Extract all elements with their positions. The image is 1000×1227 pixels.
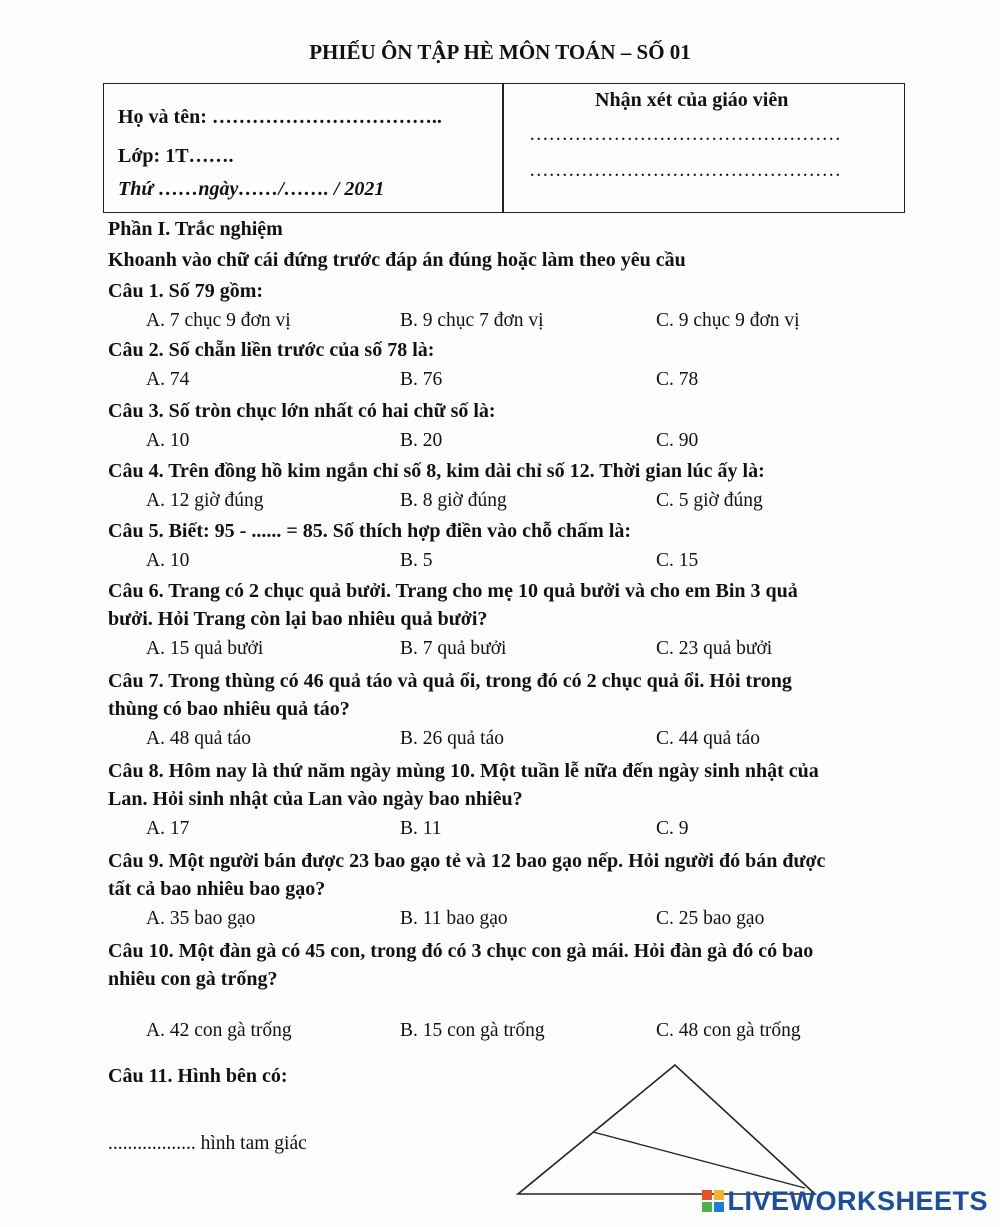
triangle-outline: [518, 1065, 815, 1194]
question-4-option-b[interactable]: B. 8 giờ đúng: [400, 490, 507, 511]
teacher-comment-line-2[interactable]: …………………………………………: [529, 160, 841, 181]
question-7-option-a[interactable]: A. 48 quả táo: [146, 728, 252, 749]
question-6-text-line: Câu 6. Trang có 2 chục quả bưởi. Trang cho mẹ 10 quả bưởi và cho em Bin 3 quả: [108, 580, 798, 602]
question-11-answer: [108, 1133, 307, 1155]
triangle-inner-line: [593, 1132, 805, 1188]
question-6-option-a[interactable]: A. 15 quả bưởi: [146, 638, 264, 659]
class-field[interactable]: Lớp: 1T…….: [118, 145, 234, 167]
question-5-text-line: Câu 5. Biết: 95 - ...... = 85. Số thích hợp điền vào chỗ chấm là:: [108, 520, 632, 542]
question-10-text-line: nhiêu con gà trống?: [108, 968, 278, 990]
question-4-option-a[interactable]: A. 12 giờ đúng: [146, 490, 264, 511]
teacher-comment-line-1[interactable]: …………………………………………: [529, 124, 841, 145]
question-4-option-c[interactable]: C. 5 giờ đúng: [656, 490, 763, 511]
question-9-option-b[interactable]: B. 11 bao gạo: [400, 908, 508, 929]
question-7-option-b[interactable]: B. 26 quả táo: [400, 728, 504, 749]
question-4-text-line: Câu 4. Trên đồng hồ kim ngắn chỉ số 8, kim dài chỉ số 12. Thời gian lúc ấy là:: [108, 460, 765, 482]
question-7-text-line: Câu 7. Trong thùng có 46 quả táo và quả ổi, trong đó có 2 chục quả ổi. Hỏi trong: [108, 670, 792, 692]
question-8-option-c[interactable]: C. 9: [656, 818, 689, 839]
question-1-option-b[interactable]: B. 9 chục 7 đơn vị: [400, 310, 544, 331]
watermark-text: LIVEWORKSHEETS: [727, 1186, 988, 1216]
question-5-option-c[interactable]: C. 15: [656, 550, 699, 571]
question-8-text-line: Lan. Hỏi sinh nhật của Lan vào ngày bao nhiêu?: [108, 788, 523, 810]
question-6-text-line: bưởi. Hỏi Trang còn lại bao nhiêu quả bưởi?: [108, 608, 488, 630]
question-5-option-b[interactable]: B. 5: [400, 550, 433, 571]
question-7-text-line: thùng có bao nhiêu quả táo?: [108, 698, 350, 720]
question-2-option-b[interactable]: B. 76: [400, 369, 443, 390]
question-3-option-a[interactable]: A. 10: [146, 430, 190, 451]
question-1-text-line: Câu 1. Số 79 gồm:: [108, 280, 264, 302]
liveworksheets-logo-icon: [702, 1190, 724, 1212]
question-11-answer-text: hình tam giác: [195, 1133, 307, 1154]
header-box-divider: [502, 84, 504, 212]
question-5-option-a[interactable]: A. 10: [146, 550, 190, 571]
question-8-option-b[interactable]: B. 11: [400, 818, 442, 839]
question-3-option-c[interactable]: C. 90: [656, 430, 699, 451]
instruction: Khoanh vào chữ cái đứng trước đáp án đúng hoặc làm theo yêu cầu: [108, 249, 686, 271]
question-9-option-a[interactable]: A. 35 bao gạo: [146, 908, 256, 929]
question-11-label: Câu 11. Hình bên có:: [108, 1065, 288, 1087]
question-10-option-c[interactable]: C. 48 con gà trống: [656, 1020, 801, 1041]
question-3-text-line: Câu 3. Số tròn chục lớn nhất có hai chữ số là:: [108, 400, 496, 422]
student-name-field[interactable]: Họ và tên: ……………………………..: [118, 106, 442, 128]
question-8-option-a[interactable]: A. 17: [146, 818, 190, 839]
question-2-option-a[interactable]: A. 74: [146, 369, 190, 390]
question-9-text-line: tất cả bao nhiêu bao gạo?: [108, 878, 326, 900]
date-field[interactable]: Thứ ……ngày……/……. / 2021: [118, 178, 385, 200]
question-7-option-c[interactable]: C. 44 quả táo: [656, 728, 760, 749]
page-title: PHIẾU ÔN TẬP HÈ MÔN TOÁN – SỐ 01: [309, 40, 691, 64]
question-3-option-b[interactable]: B. 20: [400, 430, 443, 451]
question-9-option-c[interactable]: C. 25 bao gạo: [656, 908, 765, 929]
question-10-text-line: Câu 10. Một đàn gà có 45 con, trong đó có 3 chục con gà mái. Hỏi đàn gà đó có bao: [108, 940, 814, 962]
question-6-option-c[interactable]: C. 23 quả bưởi: [656, 638, 773, 659]
question-10-option-b[interactable]: B. 15 con gà trống: [400, 1020, 545, 1041]
question-6-option-b[interactable]: B. 7 quả bưởi: [400, 638, 507, 659]
liveworksheets-watermark: [702, 1186, 988, 1217]
question-2-option-c[interactable]: C. 78: [656, 369, 699, 390]
question-10-option-a[interactable]: A. 42 con gà trống: [146, 1020, 292, 1041]
teacher-comment-title: Nhận xét của giáo viên: [595, 89, 789, 111]
header-box: [103, 83, 905, 213]
question-11-answer-blank[interactable]: ..................: [108, 1133, 196, 1154]
question-1-option-c[interactable]: C. 9 chục 9 đơn vị: [656, 310, 800, 331]
triangle-figure: [500, 1060, 830, 1200]
section-title: Phần I. Trắc nghiệm: [108, 218, 283, 240]
question-2-text-line: Câu 2. Số chẵn liền trước của số 78 là:: [108, 339, 435, 361]
question-1-option-a[interactable]: A. 7 chục 9 đơn vị: [146, 310, 291, 331]
question-9-text-line: Câu 9. Một người bán được 23 bao gạo tẻ và 12 bao gạo nếp. Hỏi người đó bán được: [108, 850, 826, 872]
question-8-text-line: Câu 8. Hôm nay là thứ năm ngày mùng 10. Một tuần lễ nữa đến ngày sinh nhật của: [108, 760, 819, 782]
